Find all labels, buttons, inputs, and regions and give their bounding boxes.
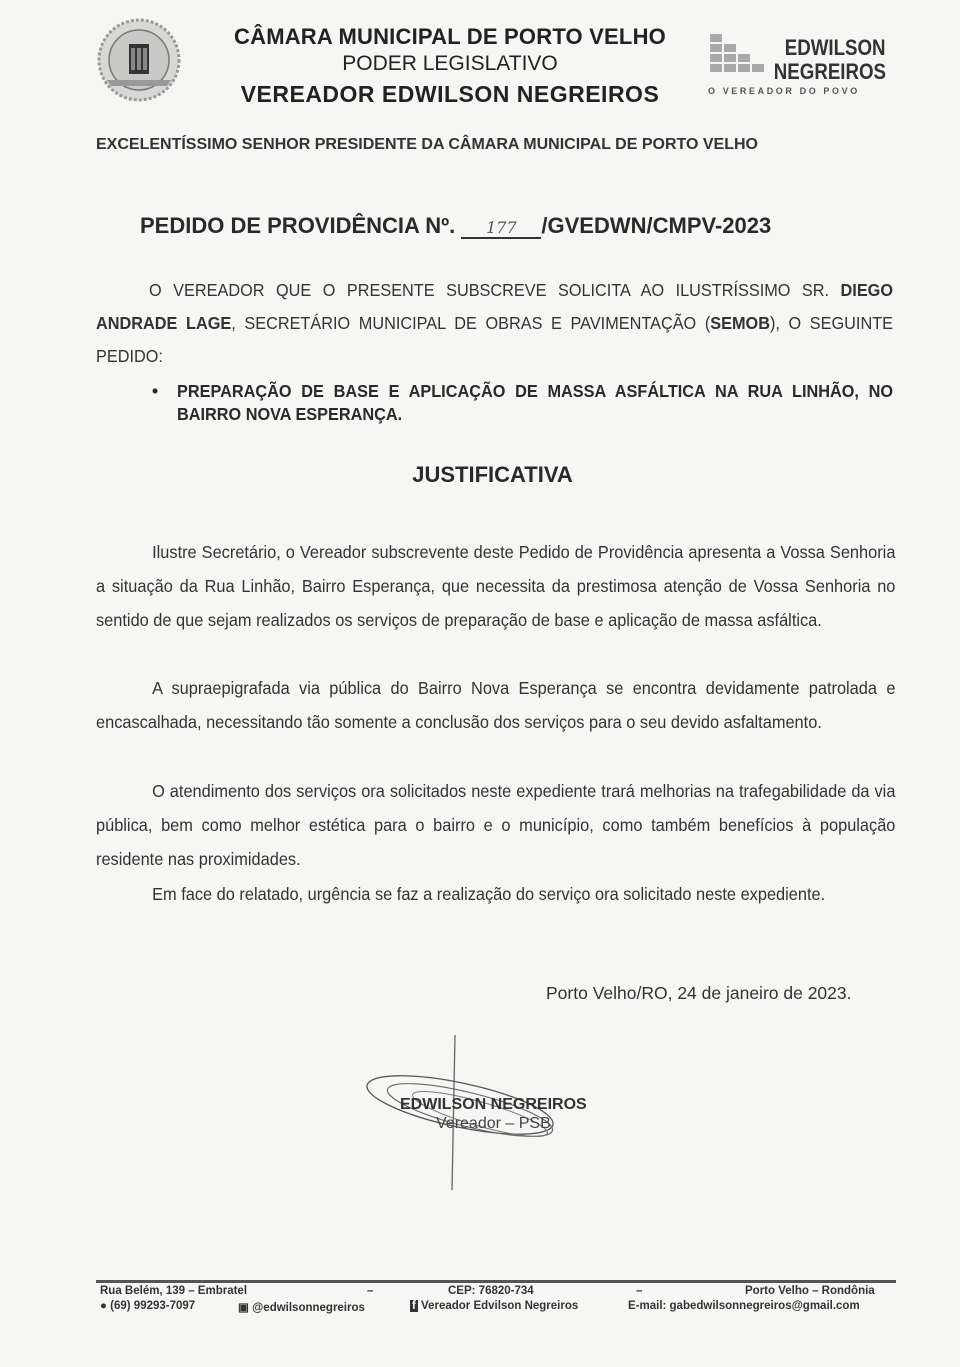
councilor-logo	[708, 34, 898, 104]
request-number: 177	[461, 218, 541, 239]
footer-separator: –	[367, 1285, 374, 1297]
instagram-icon: ▣	[238, 1302, 249, 1314]
header-branch: PODER LEGISLATIVO	[342, 52, 558, 75]
addressee: EXCELENTÍSSIMO SENHOR PRESIDENTE DA CÂMARA MUNICIPAL DE PORTO VELHO	[96, 136, 758, 153]
whatsapp-icon: ●	[100, 1300, 107, 1312]
document-title	[140, 213, 771, 239]
footer-address: Rua Belém, 139 – Embratel	[100, 1285, 248, 1297]
logo-name-last: NEGREIROS	[773, 59, 886, 84]
header-councilor: VEREADOR EDWILSON NEGREIROS	[240, 81, 660, 107]
intro-text-1: O VEREADOR QUE O PRESENTE SUBSCREVE SOLICITA AO ILUSTRÍSSIMO SR.	[149, 280, 841, 300]
logo-tagline: O VEREADOR DO POVO	[708, 86, 860, 96]
facebook-icon: f	[412, 1300, 416, 1312]
title-prefix: PEDIDO DE PROVIDÊNCIA Nº.	[140, 213, 456, 238]
facebook-page: Vereador Edvilson Negreiros	[421, 1300, 579, 1312]
signer-role: Vereador – PSB	[436, 1115, 551, 1132]
justification-paragraph: O atendimento dos serviços ora solicitados neste expediente trará melhorias na trafegabilidade da via pública, bem como melhor estética para o bairro e o município, como também benefícios à população residente nas proximidades.	[96, 781, 896, 869]
footer-phone	[100, 1300, 195, 1312]
date-line: Porto Velho/RO, 24 de janeiro de 2023.	[546, 983, 852, 1003]
justification-heading: JUSTIFICATIVA	[412, 462, 573, 487]
footer-city: Porto Velho – Rondônia	[745, 1285, 875, 1297]
signer-name: EDWILSON NEGREIROS	[400, 1096, 587, 1113]
footer-divider	[96, 1280, 896, 1283]
footer-facebook	[410, 1300, 578, 1312]
bullet-icon: •	[152, 381, 159, 401]
justification-paragraph: A supraepigrafada via pública do Bairro Nova Esperança se encontra devidamente patrolada e encascalhada, necessitando tão somente a conclusão dos serviços para o seu devido asfaltamento.	[96, 678, 896, 732]
intro-text-3: ), O SEGUINTE PEDIDO:	[96, 313, 894, 366]
footer-instagram	[238, 1300, 365, 1314]
title-suffix: /GVEDWN/CMPV-2023	[541, 213, 772, 238]
bars-logo-icon	[710, 34, 774, 80]
justification-paragraph: Ilustre Secretário, o Vereador subscrevente deste Pedido de Providência apresenta a Vossa Senhoria a situação da Rua Linhão, Bairro Esperança, que necessita da prestimosa atenção de Vossa Senhoria no sentido de que sejam realizados os serviços de preparação de base e aplicação de massa asfáltica.	[96, 542, 896, 630]
justification-paragraph: Em face do relatado, urgência se faz a realização do serviço ora solicitado neste expediente.	[152, 884, 826, 904]
footer-cep: CEP: 76820-734	[448, 1285, 534, 1297]
intro-text-2: , SECRETÁRIO MUNICIPAL DE OBRAS E PAVIMENTAÇÃO (	[231, 313, 711, 333]
chamber-seal-logo	[97, 18, 181, 102]
request-item	[152, 380, 894, 426]
instagram-handle: @edwilsonnegreiros	[252, 1302, 365, 1314]
phone-number: (69) 99293-7097	[110, 1300, 196, 1312]
intro-paragraph	[96, 274, 893, 373]
logo-name-first: EDWILSON	[785, 35, 886, 60]
secretariat-acronym: SEMOB	[710, 313, 770, 333]
secretary-name: DIEGO ANDRADE LAGE	[96, 280, 894, 333]
footer-email: E-mail: gabedwilsonnegreiros@gmail.com	[628, 1300, 860, 1312]
header-chamber-name: CÂMARA MUNICIPAL DE PORTO VELHO	[234, 24, 666, 49]
footer-separator: –	[636, 1285, 643, 1297]
request-item-text: PREPARAÇÃO DE BASE E APLICAÇÃO DE MASSA ASFÁLTICA NA RUA LINHÃO, NO BAIRRO NOVA ESPERANÇA.	[177, 381, 894, 424]
